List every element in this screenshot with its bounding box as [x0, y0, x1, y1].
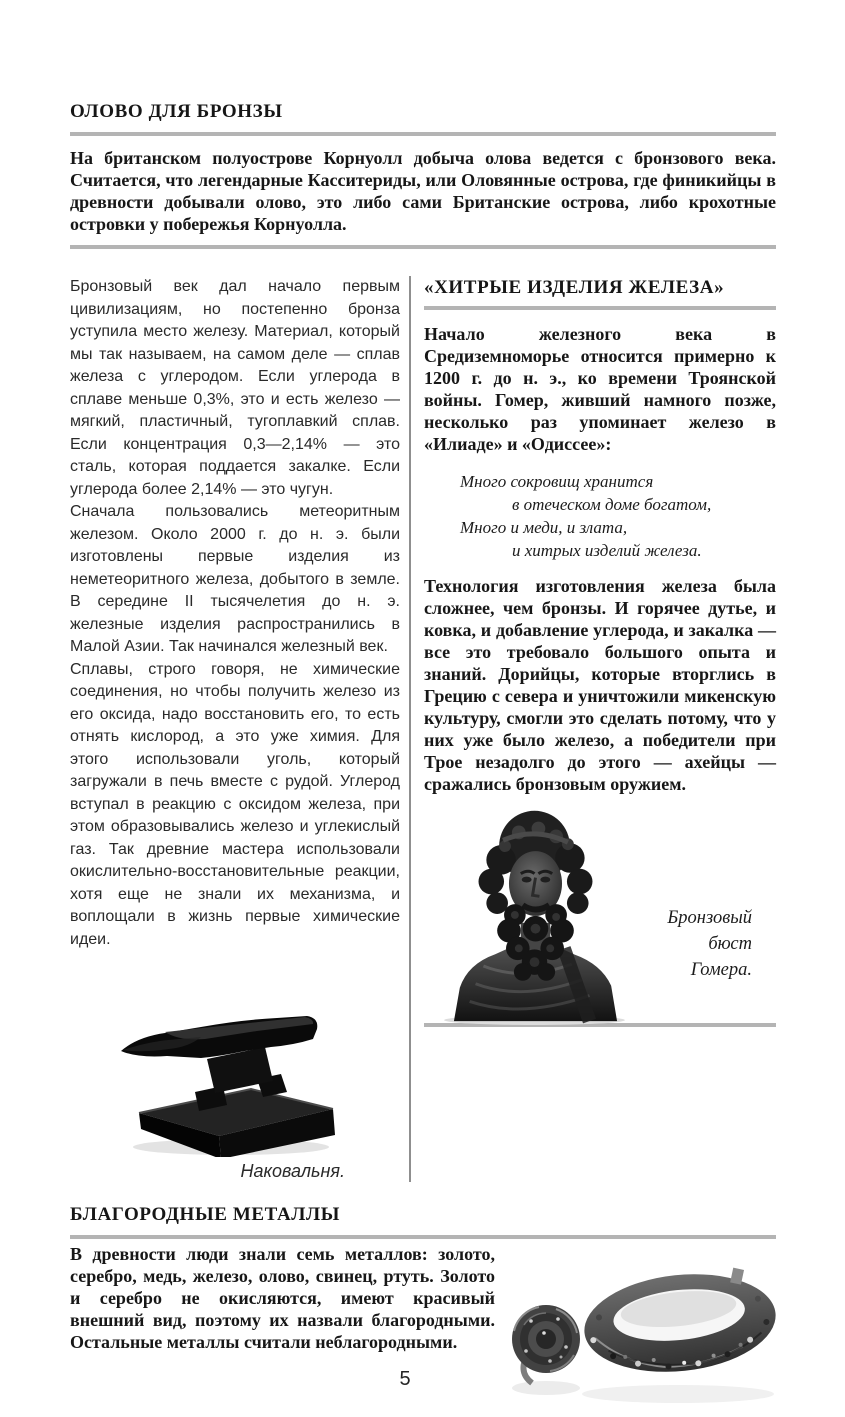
- homer-bust-photo: [424, 799, 646, 1025]
- noble-metals-row: [70, 1243, 776, 1355]
- iron-rule-top: [424, 306, 776, 310]
- anvil-caption: Наковальня.: [240, 1161, 345, 1181]
- iron-paragraph-1: Начало железного века в Средиземноморье относится примерно к 1200 г. до н. э., ко времени Троянской войны. Гомер, живший намного позже, несколько раз упоминает железо в «Илиаде» и «Одиссее»:: [424, 324, 776, 454]
- section-title-iron: «ХИТРЫЕ ИЗДЕЛИЯ ЖЕЛЕЗА»: [424, 277, 725, 298]
- section-title-tin: ОЛОВО ДЛЯ БРОНЗЫ: [70, 101, 283, 122]
- left-paragraph-3: Сплавы, строго говоря, не химические соединения, но чтобы получить железо из его оксида, надо восстановить его, то есть отнять кислород, а это уже химия. Для этого использовали уголь, который загружали в печь вместе с рудой. Углерод вступал в реакцию с оксидом железа, при этом образовывались железо и углекислый газ. Так древние мастера использовали окислительно-восстановительные реакции, хотя еще не знали их механизма, и воплощали в жизнь первые химические идеи.: [70, 660, 400, 948]
- right-column-sidebar: [424, 276, 776, 1182]
- section-rule-top: [70, 132, 776, 136]
- noble-rule: [70, 1235, 776, 1239]
- page-number: 5: [399, 1368, 411, 1390]
- section-title-noble: БЛАГОРОДНЫЕ МЕТАЛЛЫ: [70, 1204, 341, 1225]
- anvil-photo: [109, 989, 344, 1157]
- bust-caption: Бронзовый бюст Гомера.: [667, 908, 752, 980]
- poem-line: Много сокровищ хранится: [460, 472, 654, 491]
- poem-line: и хитрых изделий железа.: [512, 541, 702, 560]
- anvil-figure: [70, 989, 400, 1182]
- homer-quote-poem: [460, 470, 776, 562]
- jewelry-photo: [484, 1247, 784, 1412]
- left-paragraph-2: Сначала пользовались метеоритным железом. Около 2000 г. до н. э. были изготовлены первые изделия из неметеоритного железа, добытого в земле. В середине II тысячелетия до н. э. железные изделия распространились в Малой Азии. Так начинался железный век.: [70, 503, 400, 655]
- column-divider: [409, 276, 411, 1182]
- iron-paragraph-2: Технология изготовления железа была сложнее, чем бронзы. И горячее дутье, и ковка, и добавление углерода, и закалка — все это требовало большого опыта и знаний. Дорийцы, которые вторглись в Грецию с севера и уничтожили микенскую культуру, смогли это сделать потому, что у них уже было железо, а победители при Трое незадолго до этого — ахейцы — сражались бронзовым оружием.: [424, 576, 776, 794]
- noble-paragraph: В древности люди знали семь металлов: золото, серебро, медь, железо, олово, свинец, ртуть. Золото и серебро не окисляются, имеют красивый внешний вид, поэтому их назвали благородными. Остальные металлы считали неблагородными.: [70, 1244, 495, 1352]
- two-column-layout: [70, 276, 776, 1182]
- poem-line: Много и меди, и злата,: [460, 518, 628, 537]
- jewelry-figure: [484, 1247, 784, 1412]
- homer-bust-figure: [424, 799, 776, 1025]
- left-column: [70, 276, 400, 1182]
- tin-intro-paragraph: На британском полуострове Корнуолл добыча олова ведется с бронзового века. Считается, что легендарные Касситериды, или Оловянные острова, где финикийцы в древности добывали олово, это либо сами Британские острова, либо крохотные островки у побережья Корнуолла.: [70, 148, 776, 234]
- poem-line: в отеческом доме богатом,: [512, 495, 712, 514]
- section-rule-intro-bottom: [70, 245, 776, 249]
- left-paragraph-1: Бронзовый век дал начало первым цивилизациям, но постепенно бронза уступила место железу. Материал, который мы так называем, на самом деле — сплав железа с углеродом. Если углерода в сплаве меньше 0,3%, это и есть железо — мягкий, пластичный, тугоплавкий сплав. Если концентрация 0,3—2,14% — это сталь, которая поддается закалке. Если углерода более 2,14% — это чугун.: [70, 278, 400, 498]
